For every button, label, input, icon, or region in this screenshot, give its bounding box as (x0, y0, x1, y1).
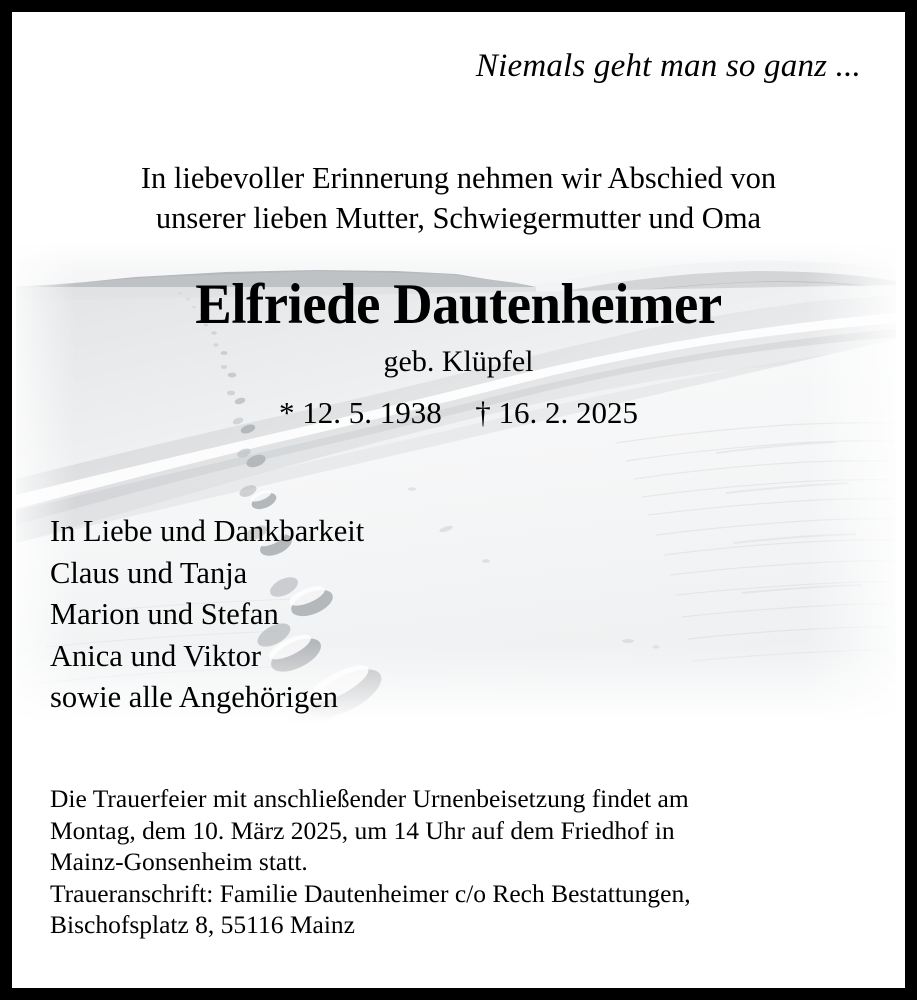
service-line: Mainz-Gonsenheim statt. (50, 847, 308, 876)
deceased-name: Elfriede Dautenheimer (195, 273, 722, 336)
intro-block (0, 158, 917, 238)
footer-block (50, 783, 691, 941)
service-line: Montag, dem 10. März 2025, um 14 Uhr auf dem Friedhof in (50, 815, 675, 845)
intro-line-1: In liebevoller Erinnerung nehmen wir Abschied von (140, 161, 777, 195)
address-line: Bischofsplatz 8, 55116 Mainz (50, 910, 356, 939)
death-date: 16. 2. 2025 (498, 395, 638, 430)
birth-date: 12. 5. 1938 (302, 395, 442, 430)
mourner-line: Claus und Tanja (50, 555, 248, 590)
mourner-line: Anica und Viktor (50, 638, 262, 673)
maiden-name: geb. Klüpfel (383, 345, 534, 378)
address-line: Traueranschrift: Familie Dautenheimer c/o Rech Bestattungen, (50, 878, 691, 908)
mourners-block (50, 511, 364, 719)
intro-line-2: unserer lieben Mutter, Schwiegermutter und Oma (155, 201, 762, 235)
birth-star-icon: * (279, 395, 295, 430)
mourner-line: sowie alle Angehörigen (50, 680, 338, 714)
death-cross-icon: † (475, 395, 491, 430)
life-dates (0, 394, 917, 432)
motto-text: Niemals geht man so ganz ... (475, 48, 861, 84)
service-line: Die Trauerfeier mit anschließender Urnenbeisetzung findet am (50, 784, 689, 813)
mourner-line: Marion und Stefan (50, 597, 279, 631)
mourners-heading: In Liebe und Dankbarkeit (50, 514, 365, 548)
